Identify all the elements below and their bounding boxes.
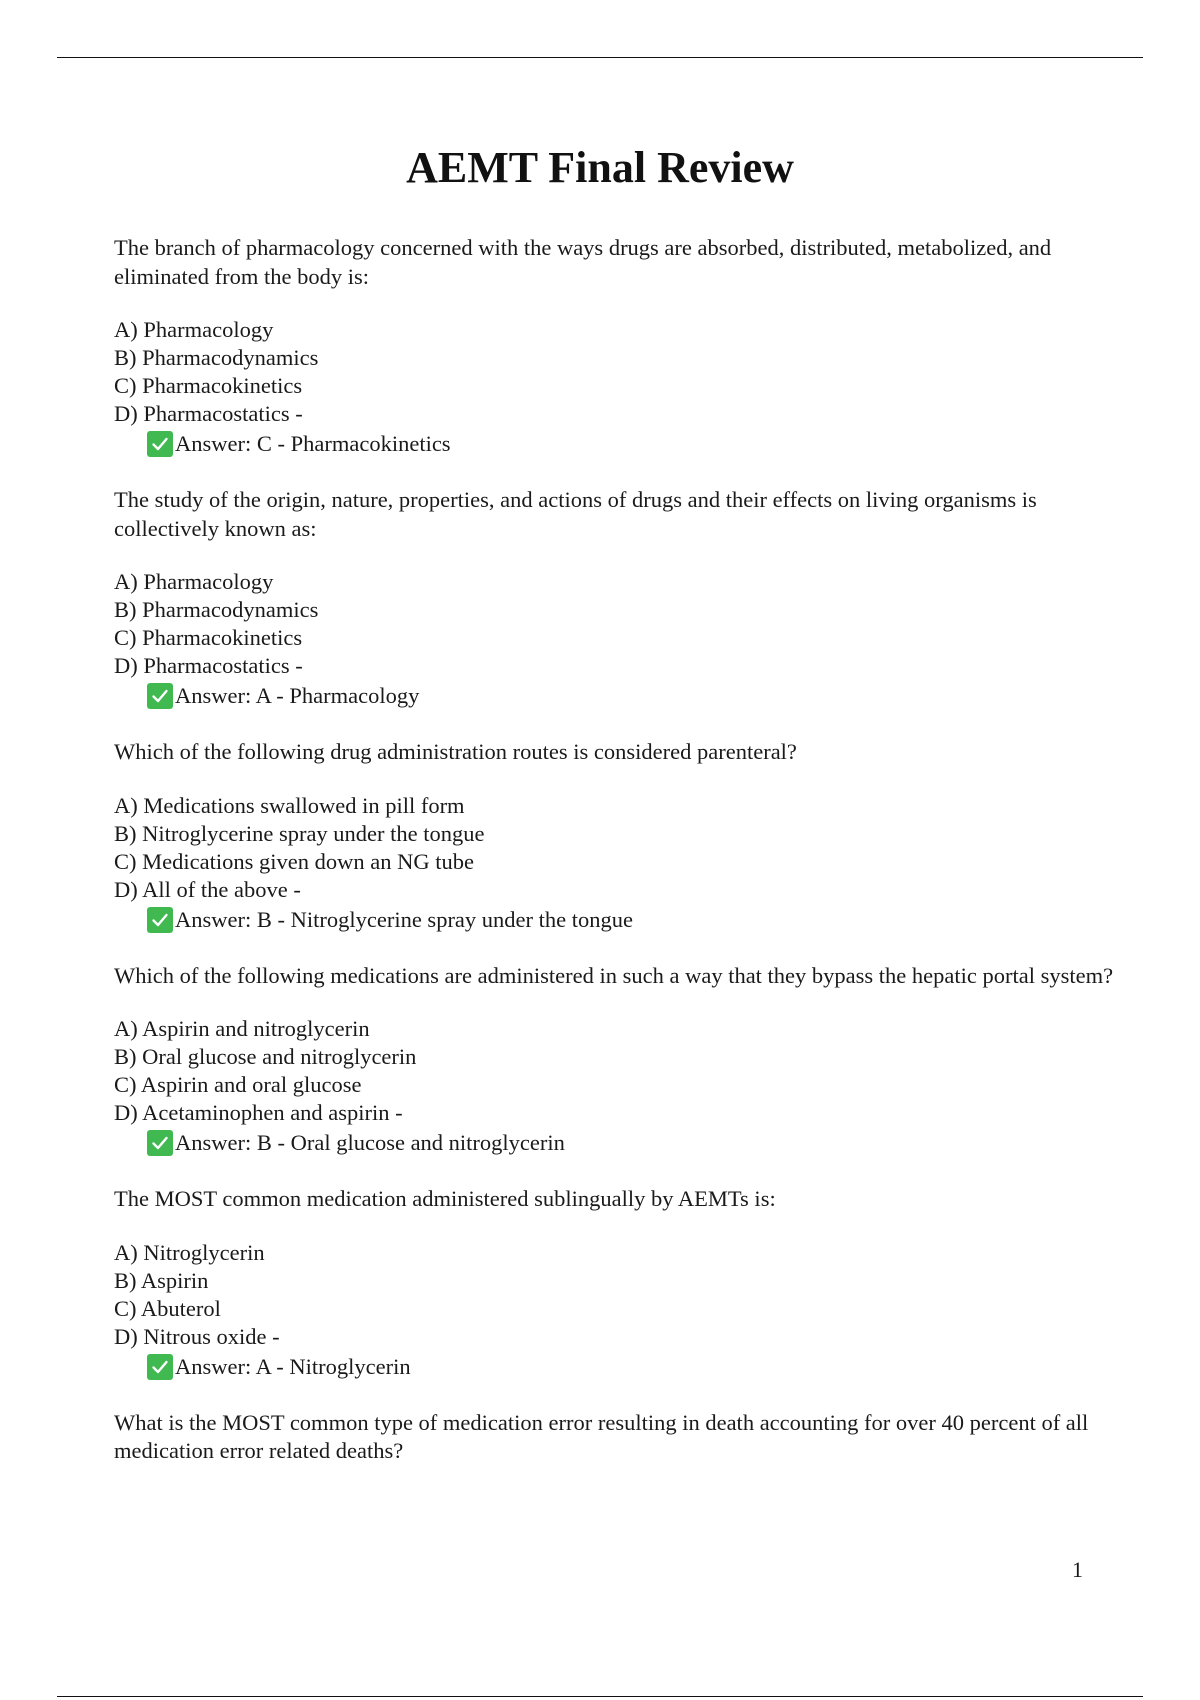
answer-text: Answer: B - Nitroglycerine spray under the tongue	[175, 906, 633, 932]
question-item	[114, 738, 1114, 935]
option-c: C) Pharmacokinetics	[114, 373, 303, 398]
option-a: A) Aspirin and nitroglycerin	[114, 1016, 370, 1041]
option-c: C) Pharmacokinetics	[114, 625, 303, 650]
check-mark-icon	[147, 1130, 173, 1156]
answer-line	[147, 681, 1114, 711]
page-number: 1	[1072, 1557, 1083, 1582]
question-item	[114, 1185, 1114, 1382]
question-item	[114, 962, 1114, 1159]
answer-text: Answer: A - Pharmacology	[175, 683, 420, 708]
answer-text: Answer: C - Pharmacokinetics	[175, 431, 451, 456]
question-list	[114, 234, 1114, 1493]
question-text: What is the MOST common type of medication error resulting in death accounting for over 40 percent of all medication error related deaths?	[114, 1409, 1089, 1463]
option-b: B) Aspirin	[114, 1267, 209, 1293]
option-list	[114, 316, 1114, 428]
page-title: AEMT Final Review	[406, 143, 794, 192]
option-c: C) Abuterol	[114, 1295, 221, 1321]
option-a: A) Pharmacology	[114, 569, 274, 594]
answer-line	[147, 429, 1114, 459]
footer-rule	[57, 1696, 1143, 1697]
check-mark-icon	[147, 431, 173, 457]
option-b: B) Nitroglycerine spray under the tongue	[114, 820, 485, 846]
option-b: B) Pharmacodynamics	[114, 345, 319, 370]
option-d: D) Pharmacostatics -	[114, 401, 303, 426]
option-a: A) Nitroglycerin	[114, 1239, 265, 1265]
question-text: The branch of pharmacology concerned with the ways drugs are absorbed, distributed, metabolized, and eliminated from the body is:	[114, 235, 1052, 289]
option-list	[114, 1015, 1114, 1127]
option-list	[114, 568, 1114, 680]
question-text: Which of the following medications are administered in such a way that they bypass the hepatic portal system?	[114, 962, 1114, 988]
answer-text: Answer: B - Oral glucose and nitroglycerin	[175, 1130, 565, 1155]
option-b: B) Oral glucose and nitroglycerin	[114, 1044, 417, 1069]
check-mark-icon	[147, 907, 173, 933]
option-a: A) Pharmacology	[114, 317, 274, 342]
question-text: The MOST common medication administered sublingually by AEMTs is:	[114, 1186, 776, 1211]
question-text: Which of the following drug administration routes is considered parenteral?	[114, 739, 797, 764]
option-b: B) Pharmacodynamics	[114, 597, 319, 622]
answer-line	[147, 1128, 1114, 1158]
option-d: D) All of the above -	[114, 876, 301, 902]
answer-text: Answer: A - Nitroglycerin	[175, 1353, 411, 1379]
answer-line	[147, 905, 1114, 935]
question-item	[114, 234, 1114, 459]
header-rule	[57, 57, 1143, 58]
option-c: C) Medications given down an NG tube	[114, 848, 474, 874]
answer-line	[147, 1352, 1114, 1382]
option-list	[114, 1239, 1114, 1351]
question-text: The study of the origin, nature, properties, and actions of drugs and their effects on living organisms is collectively known as:	[114, 487, 1037, 541]
question-item	[114, 1409, 1114, 1466]
option-a: A) Medications swallowed in pill form	[114, 792, 465, 818]
option-c: C) Aspirin and oral glucose	[114, 1072, 362, 1097]
question-item	[114, 486, 1114, 711]
option-list	[114, 792, 1114, 904]
option-d: D) Pharmacostatics -	[114, 653, 303, 678]
check-mark-icon	[147, 1354, 173, 1380]
option-d: D) Acetaminophen and aspirin -	[114, 1100, 403, 1125]
option-d: D) Nitrous oxide -	[114, 1323, 280, 1349]
check-mark-icon	[147, 683, 173, 709]
